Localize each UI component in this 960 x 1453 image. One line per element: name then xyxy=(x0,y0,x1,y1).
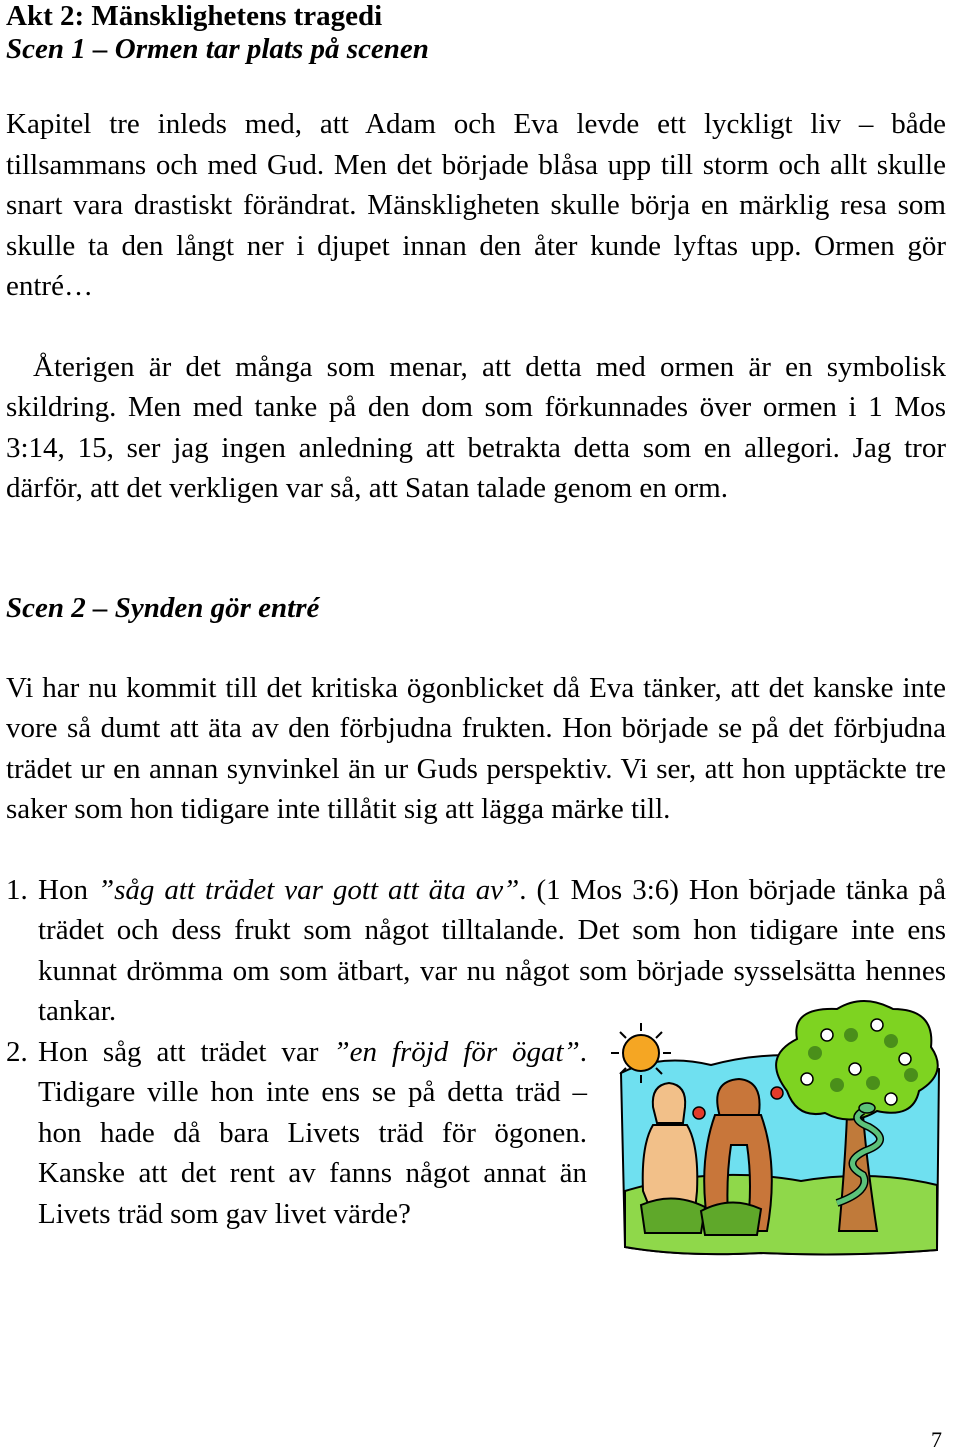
observation-list xyxy=(6,870,946,1235)
list-item-quote: ”en fröjd för ögat” xyxy=(333,1035,580,1068)
spacer xyxy=(6,830,946,870)
scene-2-title: Scen 2 – Synden gör entré xyxy=(6,591,320,624)
spacer xyxy=(6,67,946,104)
list-item-quote: ”såg att trädet var gott att äta av” xyxy=(97,873,520,906)
act-title: Akt 2: Mänsklighetens tragedi xyxy=(6,0,383,32)
list-item xyxy=(6,870,946,1032)
scene-1-title: Scen 1 – Ormen tar plats på scenen xyxy=(6,33,429,65)
list-item-number: 2. xyxy=(6,1035,28,1068)
spacer xyxy=(6,628,946,668)
list-item xyxy=(6,1032,946,1235)
list-item-lead: Hon xyxy=(38,873,98,906)
list-item-text: . (1 Mos 3:6) Hon började tänka på trädet och dess frukt som något tilltalande. Det som hon tidigare inte ens kunnat drömma om som ätbart, var nu något som började sysselsätta hennes tankar. xyxy=(38,873,946,1027)
spacer xyxy=(6,509,946,588)
list-item-text: . Tidigare ville hon inte ens se på detta träd – hon hade då bara Livets träd för ögonen. Kanske att det rent av fanns något annat än Livets träd som gav livet värde? xyxy=(38,1035,587,1230)
scene-1-paragraph-2: Återigen är det många som menar, att detta med ormen är en symbolisk skildring. Men med tanke på den dom som förkunnades över ormen i 1 Mos 3:14, 15, ser jag ingen anledning att betrakta detta som en allegori. Jag tror därför, att det verkligen var så, att Satan talade genom en orm. xyxy=(6,350,946,504)
scene-1-paragraph-1: Kapitel tre inleds med, att Adam och Eva levde ett lyckligt liv – både tillsammans och med Gud. Men det började blåsa upp till storm och allt skulle snart vara drastiskt förändrat. Mänskligheten skulle börja en märklig resa som skulle ta den långt ner i djupet innan den åter kunde lyftas upp. Ormen gör entré… xyxy=(6,108,946,302)
list-item-number: 1. xyxy=(6,873,28,906)
spacer xyxy=(6,307,946,347)
page-number: 7 xyxy=(931,1427,942,1452)
scene-2-paragraph-1: Vi har nu kommit till det kritiska ögonblicket då Eva tänker, att det kanske inte vore så dumt att äta av den förbjudna frukten. Hon började se på det förbjudna trädet ur en annan synvinkel än ur Guds perspektiv. Vi ser, att hon upptäckte tre saker som hon tidigare inte tillåtit sig att lägga märke till. xyxy=(6,671,946,825)
list-item-lead: Hon såg att trädet var xyxy=(38,1035,334,1068)
